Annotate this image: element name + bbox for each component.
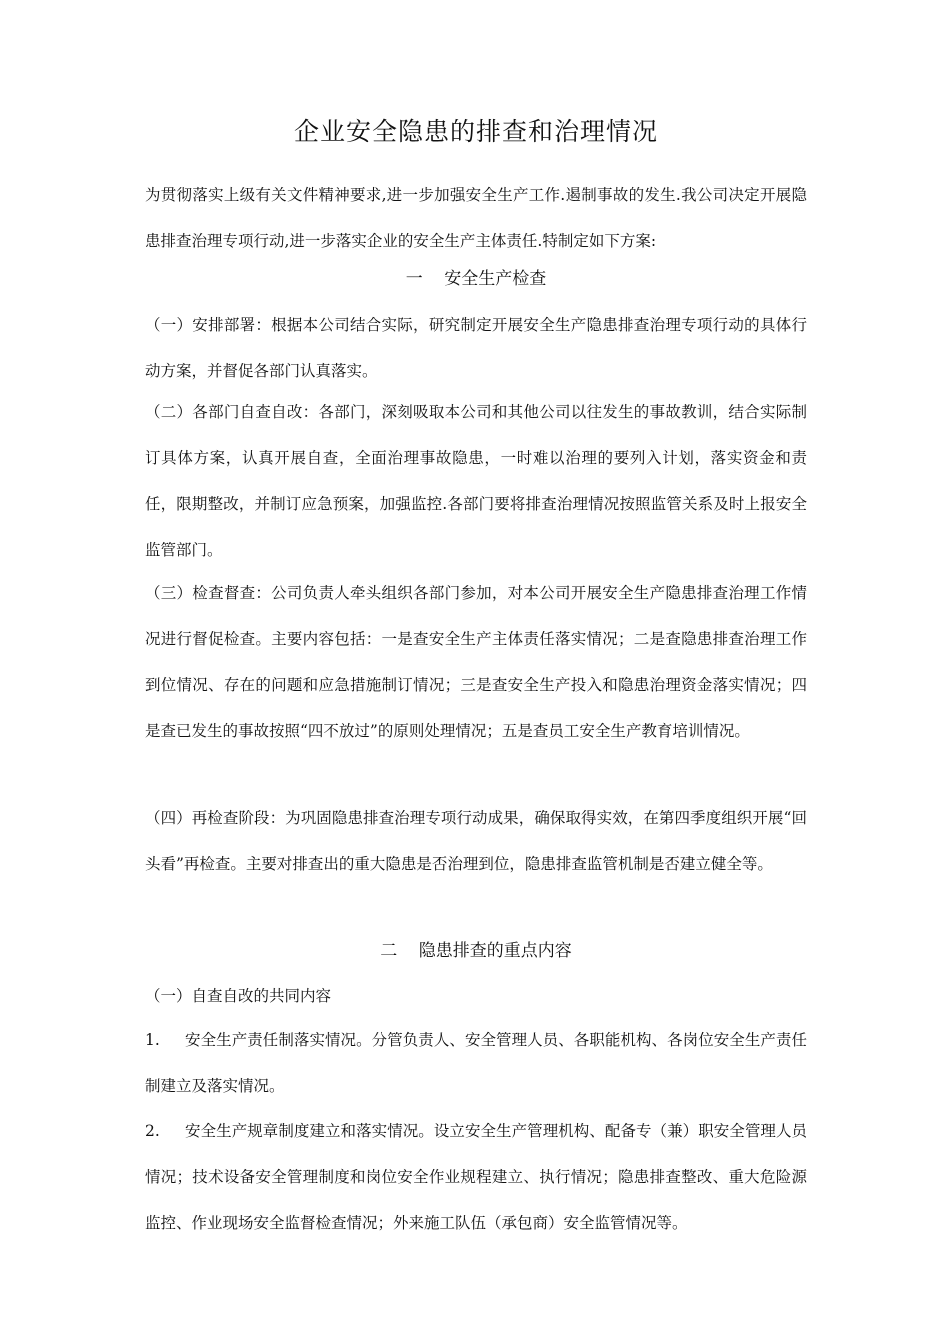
section2-point-1 bbox=[145, 1017, 807, 1109]
point-text: 安全生产规章制度建立和落实情况。设立安全生产管理机构、配备专（兼）职安全管理人员情况；技术设备安全管理制度和岗位安全作业规程建立、执行情况；隐患排查整改、重大危险源监控、作业现场安全监督检查情况；外来施工队伍（承包商）安全监管情况等。 bbox=[145, 1122, 807, 1232]
section1-item-2: （二）各部门自查自改：各部门，深刻吸取本公司和其他公司以往发生的事故教训，结合实际制订具体方案，认真开展自查，全面治理事故隐患，一时难以治理的要列入计划，落实资金和责任，限期整改，并制订应急预案，加强监控.各部门要将排查治理情况按照监管关系及时上报安全监管部门。 bbox=[145, 403, 807, 559]
section1-item-3: （三）检查督查：公司负责人牵头组织各部门参加，对本公司开展安全生产隐患排查治理工作情况进行督促检查。主要内容包括：一是查安全生产主体责任落实情况；二是查隐患排查治理工作到位情况、存在的问题和应急措施制订情况；三是查安全生产投入和隐患治理资金落实情况；四是查已发生的事故按照“四不放过”的原则处理情况；五是查员工安全生产教育培训情况。 bbox=[145, 584, 807, 740]
section1-item-1: （一）安排部署：根据本公司结合实际，研究制定开展安全生产隐患排查治理专项行动的具体行动方案，并督促各部门认真落实。 bbox=[145, 316, 807, 380]
point-number: 1. bbox=[145, 1031, 160, 1049]
document-page bbox=[145, 0, 807, 1344]
document-title: 企业安全隐患的排查和治理情况 bbox=[293, 117, 658, 146]
section1-item-4: （四）再检查阶段：为巩固隐患排查治理专项行动成果，确保取得实效，在第四季度组织开展“回头看”再检查。主要对排查出的重大隐患是否治理到位，隐患排查监管机制是否建立健全等。 bbox=[145, 809, 807, 873]
intro-paragraph: 为贯彻落实上级有关文件精神要求,进一步加强安全生产工作.遏制事故的发生.我公司决定开展隐患排查治理专项行动,进一步落实企业的安全生产主体责任.特制定如下方案: bbox=[145, 186, 807, 250]
section2-subheading: （一）自查自改的共同内容 bbox=[145, 987, 332, 1005]
section-heading-2: 二 隐患排查的重点内容 bbox=[380, 941, 572, 961]
point-text: 安全生产责任制落实情况。分管负责人、安全管理人员、各职能机构、各岗位安全生产责任制建立及落实情况。 bbox=[145, 1031, 807, 1095]
section2-point-2 bbox=[145, 1108, 807, 1246]
section-heading-1: 一 安全生产检查 bbox=[405, 269, 547, 289]
point-number: 2. bbox=[145, 1122, 160, 1140]
